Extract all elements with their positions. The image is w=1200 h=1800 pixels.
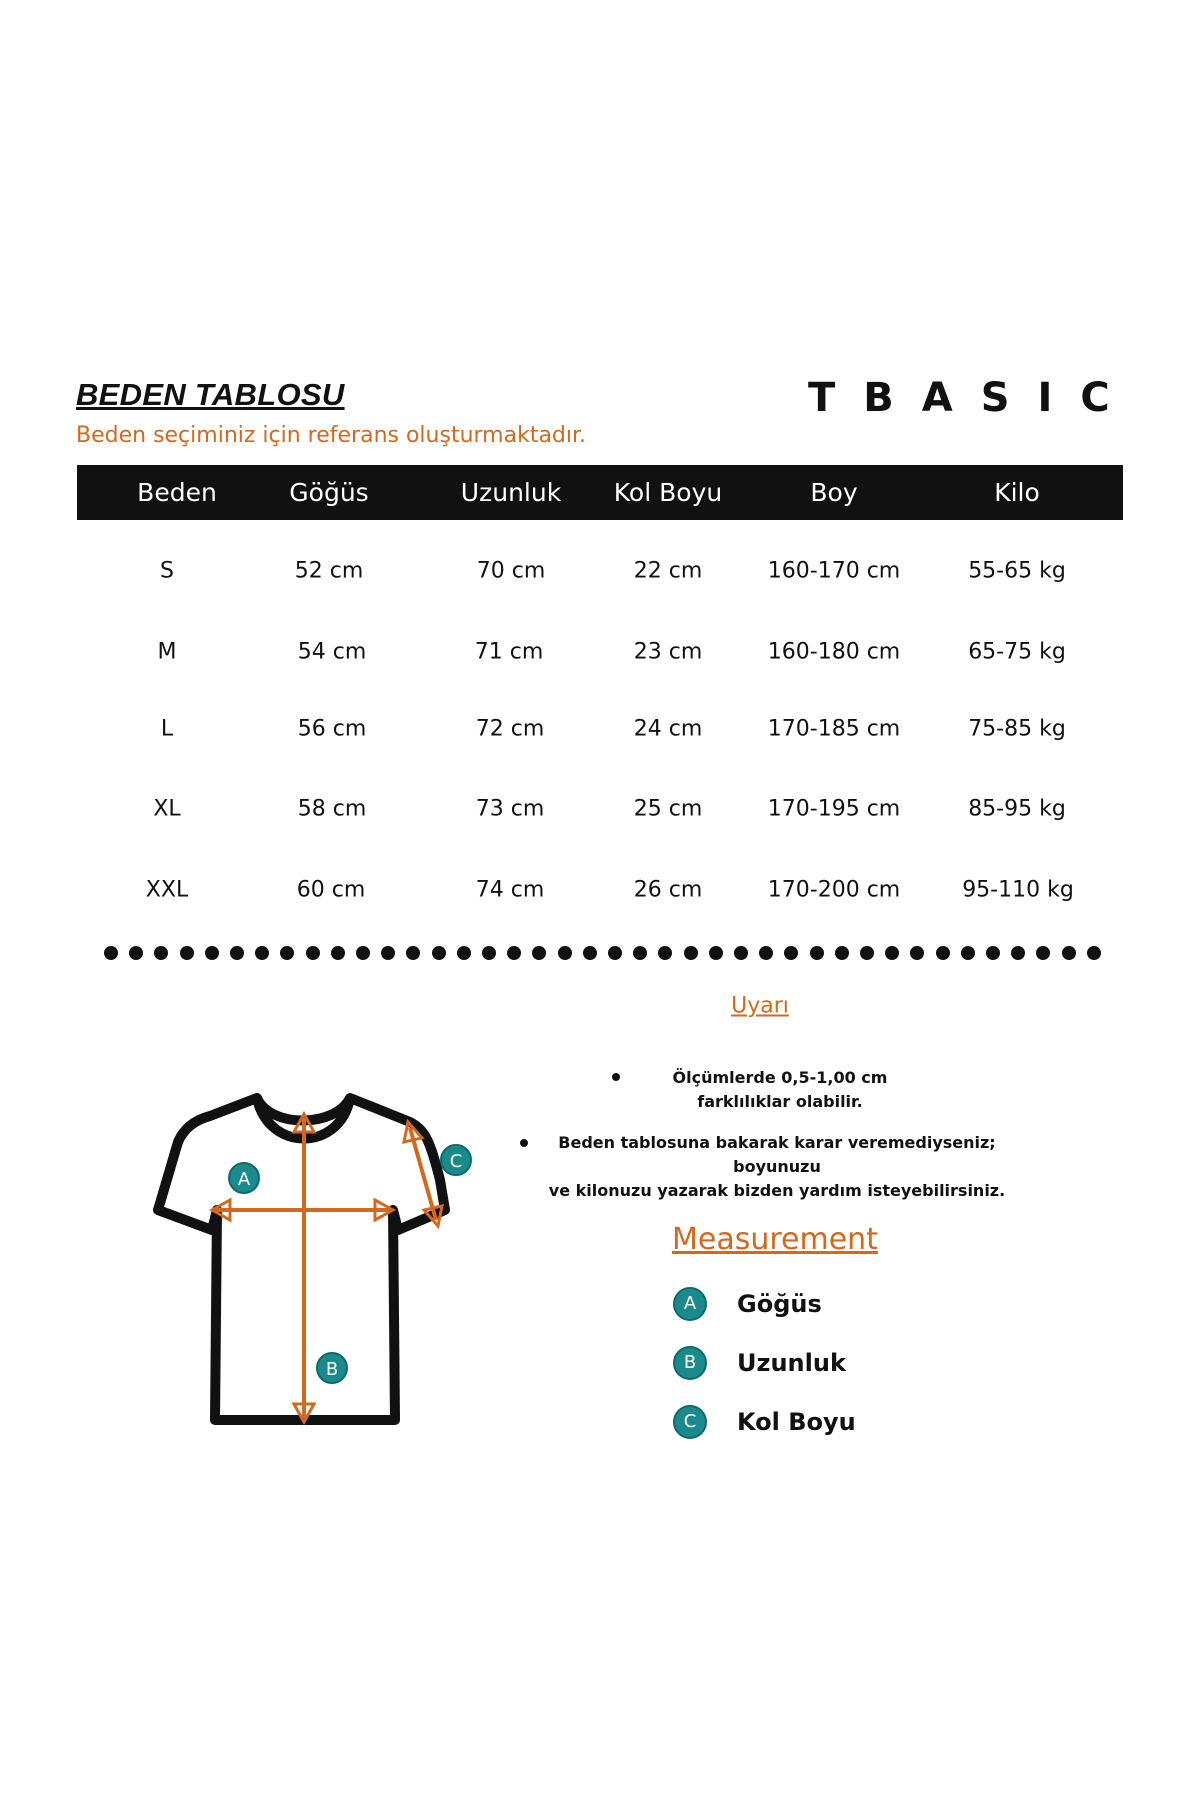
size-table-header [77, 465, 1123, 520]
warning-note-1-line1: Ölçümlerde 0,5-1,00 cm [672, 1068, 888, 1087]
divider-dot [1062, 946, 1076, 960]
divider-dot [129, 946, 143, 960]
divider-dot [406, 946, 420, 960]
column-header-kol-boyu: Kol Boyu [613, 478, 723, 507]
divider-dot [961, 946, 975, 960]
legend-label-gogus: Göğüs [737, 1290, 822, 1318]
warning-heading: Uyarı [731, 993, 789, 1019]
divider-dot [1087, 946, 1101, 960]
table-cell: 75-85 kg [968, 716, 1066, 742]
table-cell: 160-180 cm [767, 639, 901, 665]
divider-dot [180, 946, 194, 960]
divider-dot [810, 946, 824, 960]
column-header-boy: Boy [810, 478, 858, 507]
divider-dot [331, 946, 345, 960]
table-cell: 56 cm [297, 716, 367, 742]
warning-note-2-line2: ve kilonuzu yazarak bizden yardım isteyebilirsiniz. [548, 1181, 1006, 1200]
table-cell: L [160, 716, 174, 742]
divider-dot [532, 946, 546, 960]
table-cell: 26 cm [633, 877, 703, 903]
legend-marker-a: A [673, 1287, 707, 1321]
marker-c [441, 1145, 471, 1175]
divider-dot [432, 946, 446, 960]
divider-dot [104, 946, 118, 960]
marker-c-label: C [449, 1151, 463, 1172]
table-cell: 71 cm [474, 639, 544, 665]
divider-dot [356, 946, 370, 960]
table-cell: 170-200 cm [767, 877, 901, 903]
table-cell: 74 cm [475, 877, 545, 903]
divider-dot [658, 946, 672, 960]
table-cell: 23 cm [633, 639, 703, 665]
column-header-uzunluk: Uzunluk [460, 478, 562, 507]
marker-a-label: A [237, 1169, 251, 1190]
divider-dot [154, 946, 168, 960]
legend-marker-b: B [673, 1346, 707, 1380]
table-cell: 72 cm [475, 716, 545, 742]
column-header-beden: Beden [137, 478, 217, 507]
table-cell: 25 cm [633, 796, 703, 822]
page-subtitle: Beden seçiminiz için referans oluşturmaktadır. [76, 423, 587, 448]
warning-note-1 [620, 1066, 940, 1114]
table-cell: XL [153, 796, 181, 822]
divider-dot [633, 946, 647, 960]
legend-marker-c: C [673, 1405, 707, 1439]
divider-dot [784, 946, 798, 960]
table-cell: 70 cm [476, 558, 546, 584]
table-cell: 170-185 cm [767, 716, 901, 742]
divider-dot [1036, 946, 1050, 960]
warning-note-1-line2: farklılıklar olabilir. [697, 1092, 863, 1111]
warning-note-2 [530, 1131, 1024, 1203]
divider-dot [306, 946, 320, 960]
table-cell: 54 cm [297, 639, 367, 665]
divider-dot [885, 946, 899, 960]
column-header-gogus: Göğüs [289, 478, 369, 507]
divider-dot [230, 946, 244, 960]
divider-dot [482, 946, 496, 960]
table-cell: XXL [145, 877, 189, 903]
divider-dot [457, 946, 471, 960]
measurement-title: Measurement [672, 1222, 878, 1257]
divider-dot [936, 946, 950, 960]
legend-label-uzunluk: Uzunluk [737, 1349, 846, 1377]
table-cell: 52 cm [294, 558, 364, 584]
divider-dot [734, 946, 748, 960]
table-cell: 65-75 kg [968, 639, 1066, 665]
tshirt-icon [140, 1080, 500, 1440]
table-cell: 58 cm [297, 796, 367, 822]
divider-dot [986, 946, 1000, 960]
divider-dot [759, 946, 773, 960]
divider-dot [558, 946, 572, 960]
divider-dot [1011, 946, 1025, 960]
brand-logo: TBASIC [808, 375, 1138, 421]
table-cell: S [160, 558, 174, 584]
bullet-icon [520, 1139, 528, 1147]
divider-dot [860, 946, 874, 960]
table-cell: 95-110 kg [962, 877, 1074, 903]
table-cell: 24 cm [633, 716, 703, 742]
divider-dot [835, 946, 849, 960]
dotted-divider [104, 946, 1110, 960]
marker-b [317, 1353, 347, 1383]
divider-dot [205, 946, 219, 960]
marker-b-label: B [325, 1359, 339, 1380]
table-cell: 22 cm [633, 558, 703, 584]
table-cell: 73 cm [475, 796, 545, 822]
divider-dot [381, 946, 395, 960]
page-title: BEDEN TABLOSU [76, 377, 345, 412]
marker-a [229, 1163, 259, 1193]
divider-dot [507, 946, 521, 960]
divider-dot [280, 946, 294, 960]
table-cell: 85-95 kg [968, 796, 1066, 822]
table-cell: 55-65 kg [968, 558, 1066, 584]
table-cell: M [157, 639, 177, 665]
divider-dot [583, 946, 597, 960]
divider-dot [608, 946, 622, 960]
legend-label-kol-boyu: Kol Boyu [737, 1408, 856, 1436]
warning-note-2-line1: Beden tablosuna bakarak karar veremediyseniz; boyunuzu [558, 1133, 996, 1176]
divider-dot [255, 946, 269, 960]
divider-dot [684, 946, 698, 960]
table-cell: 170-195 cm [767, 796, 901, 822]
tshirt-measurement-diagram [140, 1080, 500, 1440]
column-header-kilo: Kilo [994, 478, 1040, 507]
divider-dot [910, 946, 924, 960]
divider-dot [709, 946, 723, 960]
table-cell: 160-170 cm [767, 558, 901, 584]
table-cell: 60 cm [296, 877, 366, 903]
bullet-icon [612, 1073, 620, 1081]
